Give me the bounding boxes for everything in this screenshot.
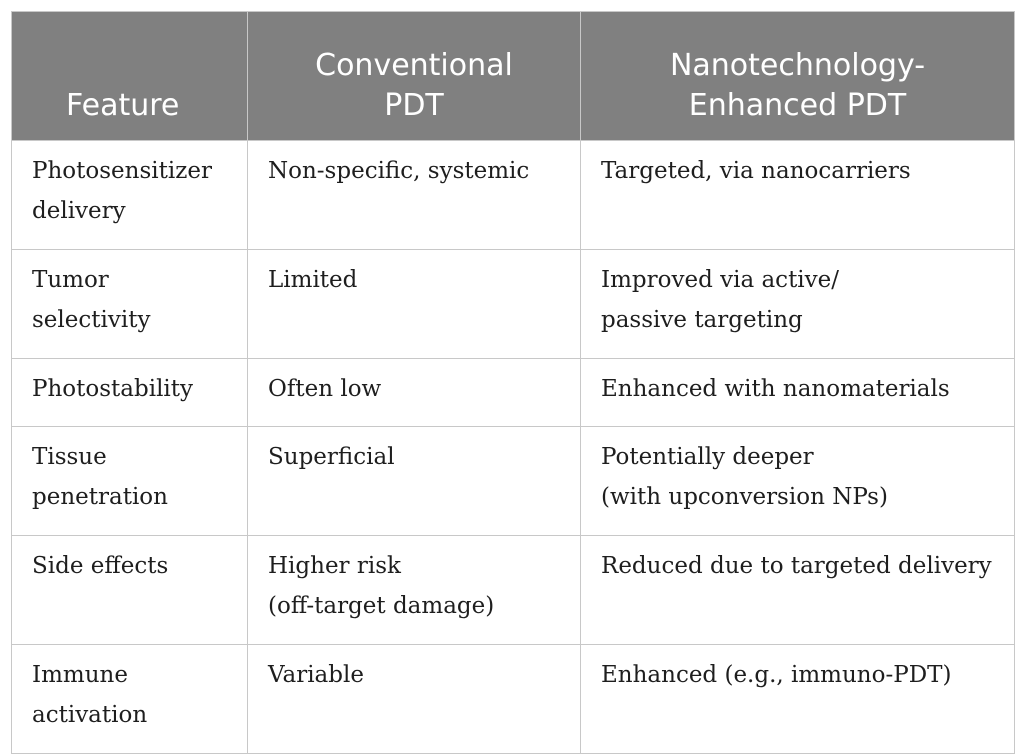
- cell-text: Photosensitizer: [32, 158, 212, 184]
- cell-nano: [581, 359, 1015, 427]
- cell-text: Improved via active/: [601, 267, 840, 293]
- cell-text: selectivity: [32, 307, 151, 333]
- cell-feature: [12, 536, 248, 645]
- cell-feature: [12, 427, 248, 536]
- table-row: [12, 536, 1015, 645]
- cell-text: Higher risk: [268, 553, 401, 579]
- comparison-table: [11, 11, 1015, 754]
- table-row: [12, 250, 1015, 359]
- cell-text: Enhanced (e.g., immuno-PDT): [601, 662, 952, 688]
- cell-text: Reduced due to targeted delivery: [601, 553, 992, 579]
- cell-text: (with upconversion NPs): [601, 484, 888, 510]
- comparison-table-container: [11, 11, 1014, 754]
- cell-text: passive targeting: [601, 307, 803, 333]
- header-nano-enhanced-pdt: [581, 12, 1015, 141]
- cell-text: delivery: [32, 198, 126, 224]
- header-text: Enhanced PDT: [688, 88, 907, 123]
- header-row: [12, 12, 1015, 141]
- cell-nano: [581, 645, 1015, 754]
- cell-text: Side effects: [32, 553, 169, 579]
- header-text: Conventional: [315, 48, 513, 83]
- cell-text: Superficial: [268, 444, 395, 470]
- cell-conventional: [248, 359, 581, 427]
- cell-feature: [12, 359, 248, 427]
- table-row: [12, 359, 1015, 427]
- table-row: [12, 141, 1015, 250]
- cell-text: Tissue: [32, 444, 107, 470]
- header-text: Feature: [66, 88, 180, 123]
- cell-text: penetration: [32, 484, 168, 510]
- cell-nano: [581, 141, 1015, 250]
- header-conventional-pdt: [248, 12, 581, 141]
- cell-feature: [12, 250, 248, 359]
- cell-text: Tumor: [32, 267, 109, 293]
- cell-conventional: [248, 141, 581, 250]
- cell-text: Often low: [268, 376, 382, 402]
- cell-text: Potentially deeper: [601, 444, 814, 470]
- cell-conventional: [248, 250, 581, 359]
- cell-text: Limited: [268, 267, 358, 293]
- cell-nano: [581, 427, 1015, 536]
- cell-text: (off-target damage): [268, 593, 495, 619]
- header-text: Nanotechnology-: [669, 48, 926, 83]
- table-body: [12, 141, 1015, 754]
- table-row: [12, 645, 1015, 754]
- cell-nano: [581, 250, 1015, 359]
- table-header: [12, 12, 1015, 141]
- header-feature: [12, 12, 248, 141]
- cell-nano: [581, 536, 1015, 645]
- cell-feature: [12, 141, 248, 250]
- cell-text: activation: [32, 702, 148, 728]
- cell-text: Photostability: [32, 376, 194, 402]
- cell-conventional: [248, 427, 581, 536]
- cell-text: Variable: [268, 662, 364, 688]
- cell-conventional: [248, 536, 581, 645]
- header-text: PDT: [384, 88, 444, 123]
- cell-text: Immune: [32, 662, 128, 688]
- cell-text: Non-specific, systemic: [268, 158, 530, 184]
- cell-text: Enhanced with nanomaterials: [601, 376, 950, 402]
- cell-feature: [12, 645, 248, 754]
- cell-text: Targeted, via nanocarriers: [601, 158, 911, 184]
- cell-conventional: [248, 645, 581, 754]
- table-row: [12, 427, 1015, 536]
